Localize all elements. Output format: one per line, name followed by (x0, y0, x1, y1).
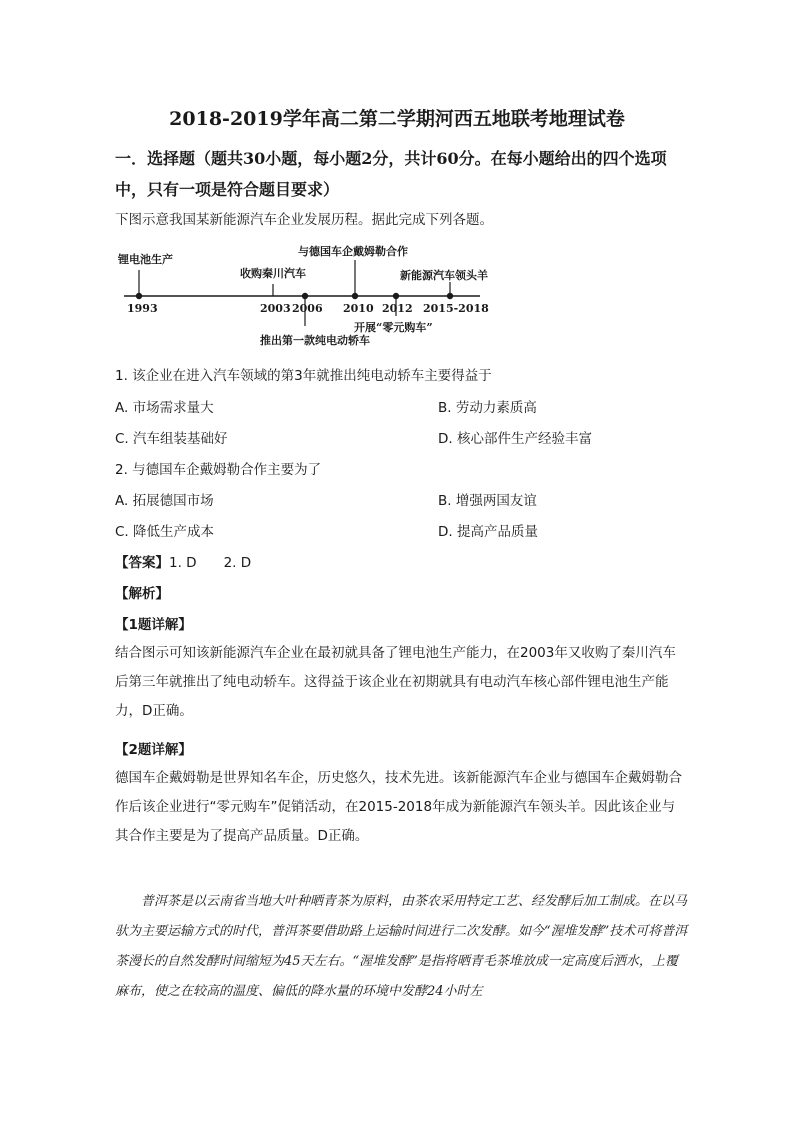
event-first-car: 推出第一款纯电动轿车 (260, 334, 370, 347)
q1-option-d: D. 核心部件生产经验丰富 (438, 431, 592, 447)
answer-text: 1. D 2. D (169, 555, 252, 571)
year-2012: 2012 (382, 302, 413, 315)
detail2-label: 【2题详解】 (115, 742, 192, 758)
timeline-diagram (110, 240, 490, 350)
q2-option-c: C. 降低生产成本 (115, 524, 215, 540)
event-qinchuan: 收购秦川汽车 (240, 267, 306, 280)
detail2-text: 德国车企戴姆勒是世界知名车企，历史悠久，技术先进。该新能源汽车企业与德国车企戴姆勒合作后该企业进行“零元购车”促销活动，在2015-2018年成为新能源汽车领头羊。因此该企业与其合作主要是为了提高产品质量。D正确。 (115, 770, 682, 844)
year-1993: 1993 (127, 302, 158, 315)
event-daimler: 与德国车企戴姆勒合作 (298, 245, 408, 258)
reading-passage (115, 887, 690, 1007)
year-2010: 2010 (343, 302, 374, 315)
year-2003: 2003 (260, 302, 291, 315)
answer-line (115, 551, 251, 571)
q2-option-d: D. 提高产品质量 (438, 524, 538, 540)
q1-option-c: C. 汽车组装基础好 (115, 431, 228, 447)
q1-option-a: A. 市场需求量大 (115, 400, 214, 416)
section-heading-line2: 中，只有一项是符合题目要求） (115, 180, 340, 199)
q2-stem: 2. 与德国车企戴姆勒合作主要为了 (115, 462, 322, 478)
answer-label: 【答案】 (115, 555, 169, 571)
timeline-dot-2010 (352, 293, 358, 299)
event-lithium: 锂电池生产 (118, 253, 173, 266)
year-2006: 2006 (292, 302, 323, 315)
section-heading-line1: 一．选择题（题共30小题，每小题2分，共计60分。在每小题给出的四个选项 (115, 149, 667, 168)
event-leader: 新能源汽车领头羊 (400, 269, 488, 282)
detail1-label: 【1题详解】 (115, 617, 192, 633)
year-2015-2018: 2015-2018 (423, 302, 489, 315)
page-title: 2018-2019学年高二第二学期河西五地联考地理试卷 (169, 108, 625, 130)
q2-option-a: A. 拓展德国市场 (115, 493, 214, 509)
event-zero: 开展“零元购车” (354, 321, 433, 334)
detail1-text: 结合图示可知该新能源汽车企业在最初就具备了锂电池生产能力，在2003年又收购了秦川汽车后第三年就推出了纯电动轿车。这得益于该企业在初期就具有电动汽车核心部件锂电池生产能力，D正确。 (115, 645, 676, 719)
intro-text: 下图示意我国某新能源汽车企业发展历程。据此完成下列各题。 (115, 212, 493, 228)
q1-option-b: B. 劳动力素质高 (438, 400, 537, 416)
q2-option-b: B. 增强两国友谊 (438, 493, 537, 509)
analysis-label: 【解析】 (115, 586, 169, 602)
timeline-dot-1993 (136, 293, 142, 299)
q1-stem: 1. 该企业在进入汽车领域的第3年就推出纯电动轿车主要得益于 (115, 368, 492, 384)
timeline-dot-2012 (393, 293, 399, 299)
timeline-dot-2015-2018 (447, 293, 453, 299)
timeline-dot-2006 (302, 293, 308, 299)
passage-text: 普洱茶是以云南省当地大叶种晒青茶为原料，由茶农采用特定工艺、经发酵后加工制成。在以马驮为主要运输方式的时代，普洱茶要借助路上运输时间进行二次发酵。如今“渥堆发酵”技术可将普洱茶漫长的自然发酵时间缩短为45天左右。“渥堆发酵”是指将晒青毛茶堆放成一定高度后洒水，上覆麻布，使之在较高的温度、偏低的降水量的环境中发酵24小时左 (115, 894, 688, 999)
